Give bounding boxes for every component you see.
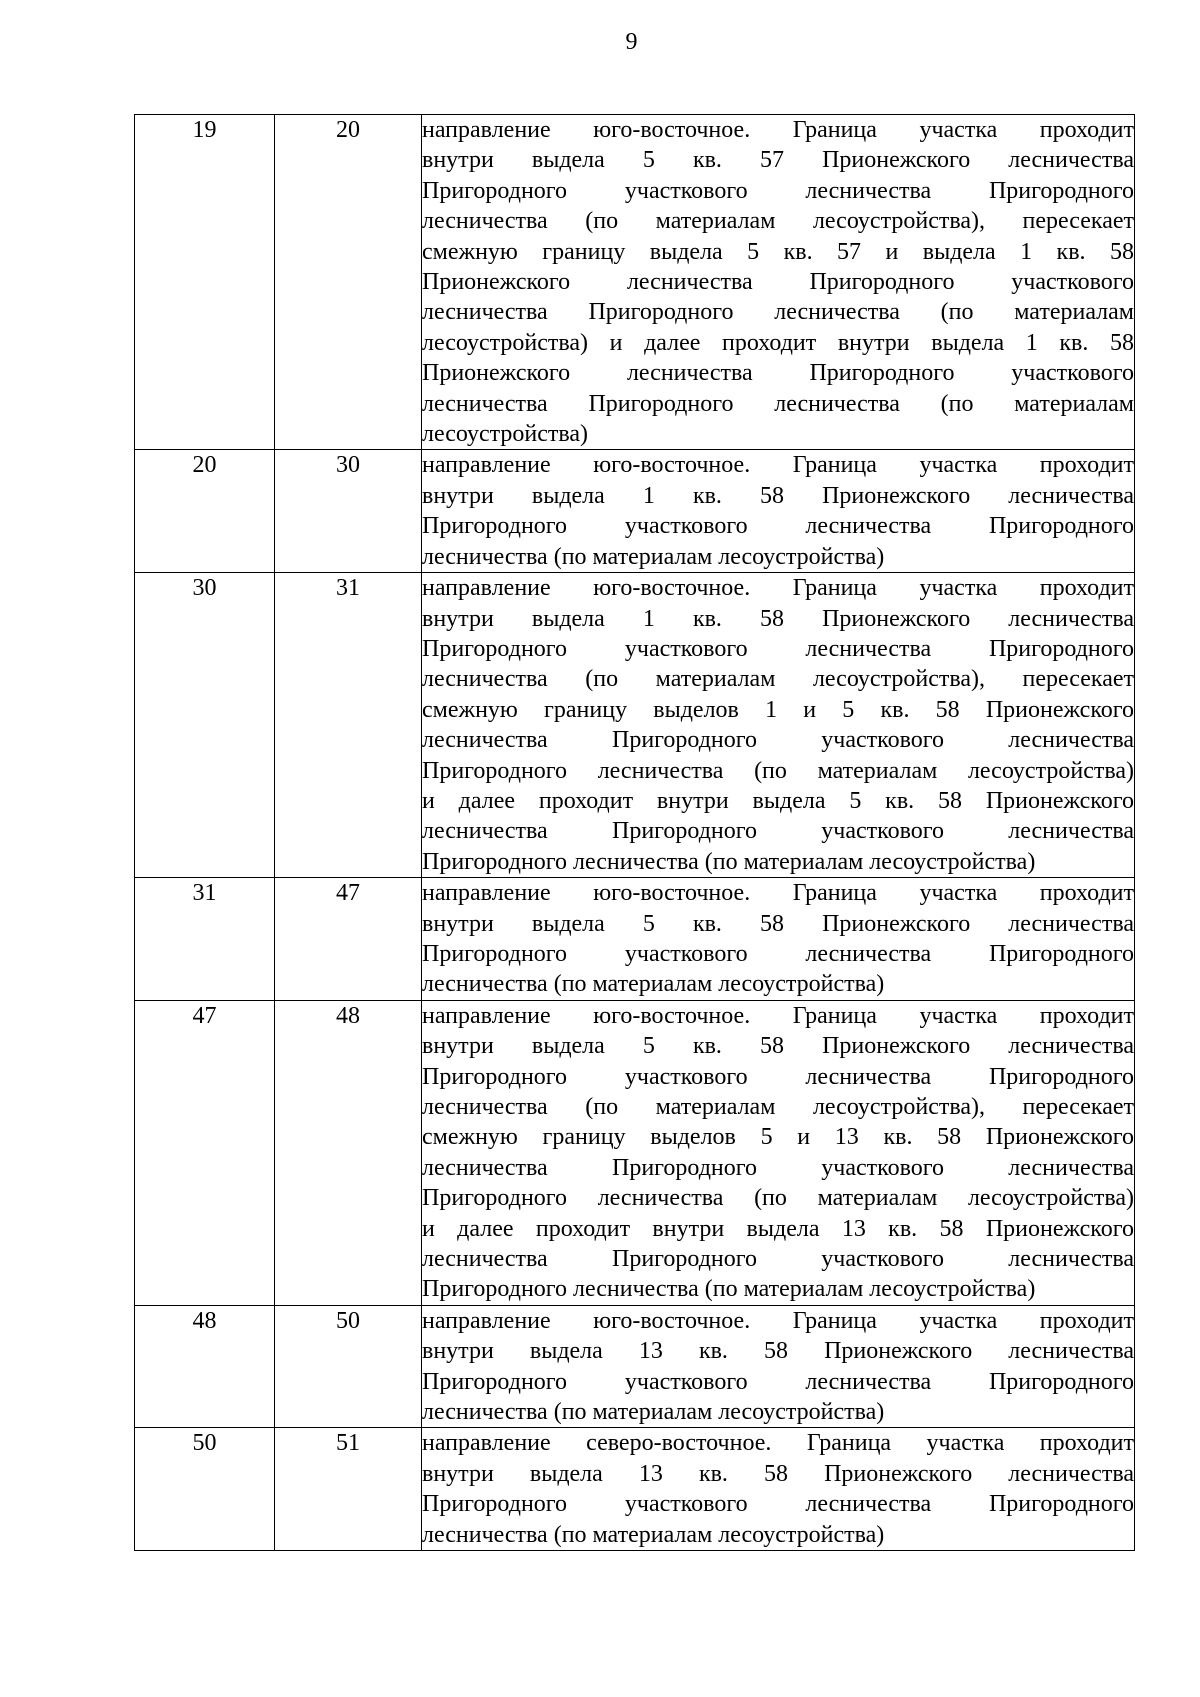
description-line: лесничества (по материалам лесоустройства), пересекает <box>422 666 1134 693</box>
point-to-cell: 31 <box>275 573 422 878</box>
point-to-cell: 47 <box>275 878 422 1001</box>
description-line: Пригородного участкового лесничества Пригородного <box>422 1491 1134 1518</box>
description-line: Пригородного лесничества (по материалам лесоустройства) <box>422 1185 1134 1212</box>
description-line: лесничества (по материалам лесоустройства), пересекает <box>422 1094 1134 1120</box>
description-line: внутри выдела 1 кв. 58 Прионежского лесничества <box>422 482 1134 509</box>
description-line: внутри выдела 1 кв. 58 Прионежского лесничества <box>422 605 1134 632</box>
point-from-cell: 48 <box>135 1305 275 1428</box>
point-to-cell: 48 <box>275 1000 422 1305</box>
description-line: внутри выдела 5 кв. 58 Прионежского лесничества <box>422 910 1134 937</box>
point-to-cell: 20 <box>275 115 422 450</box>
description-line: направление северо-восточное. Граница участка проходит <box>422 1430 1134 1457</box>
description-line: Пригородного лесничества (по материалам лесоустройства) <box>422 1276 1036 1303</box>
point-to-cell: 51 <box>275 1428 422 1551</box>
point-from-cell: 50 <box>135 1428 275 1551</box>
description-line: смежную границу выдела 5 кв. 57 и выдела 1 кв. 58 <box>422 238 1134 265</box>
description-line: и далее проходит внутри выдела 13 кв. 58 Прионежского <box>422 1215 1134 1242</box>
description-line: направление юго-восточное. Граница участка проходит <box>422 575 1134 602</box>
description-cell <box>422 1428 1135 1551</box>
description-cell <box>422 450 1135 573</box>
boundary-table <box>134 114 1135 1551</box>
point-from-cell: 47 <box>135 1000 275 1305</box>
point-from-cell: 19 <box>135 115 275 450</box>
description-line: направление юго-восточное. Граница участка проходит <box>422 452 1134 479</box>
description-line: лесничества Пригородного участкового лесничества <box>422 1246 1134 1273</box>
description-cell <box>422 1305 1135 1428</box>
description-line: лесничества (по материалам лесоустройства) <box>422 971 885 998</box>
table-row <box>135 878 1135 1001</box>
description-line: Прионежского лесничества Пригородного участкового <box>422 269 1134 296</box>
table-body <box>135 115 1135 1551</box>
description-cell <box>422 1000 1135 1305</box>
description-line: лесничества Пригородного участкового лесничества <box>422 1154 1134 1181</box>
description-line: Пригородного лесничества (по материалам лесоустройства) <box>422 757 1134 784</box>
description-line: лесничества Пригородного участкового лесничества <box>422 818 1134 845</box>
description-line: Пригородного участкового лесничества Пригородного <box>422 635 1134 662</box>
description-line: и далее проходит внутри выдела 5 кв. 58 Прионежского <box>422 787 1134 814</box>
description-line: лесоустройства) и далее проходит внутри выдела 1 кв. 58 <box>422 329 1134 356</box>
description-cell <box>422 878 1135 1001</box>
description-line: направление юго-восточное. Граница участка проходит <box>422 1002 1134 1029</box>
description-line: Прионежского лесничества Пригородного участкового <box>422 360 1134 387</box>
table-row <box>135 115 1135 450</box>
description-line: внутри выдела 5 кв. 57 Прионежского лесничества <box>422 147 1134 174</box>
description-line: Пригородного участкового лесничества Пригородного <box>422 513 1134 540</box>
table-row <box>135 1000 1135 1305</box>
page-number: 9 <box>625 29 638 55</box>
description-line: Пригородного участкового лесничества Пригородного <box>422 177 1134 204</box>
description-line: смежную границу выделов 1 и 5 кв. 58 Прионежского <box>422 696 1134 723</box>
description-line: лесничества Пригородного участкового лесничества <box>422 727 1134 754</box>
description-line: направление юго-восточное. Граница участка проходит <box>422 117 1134 143</box>
description-line: Пригородного участкового лесничества Пригородного <box>422 940 1134 967</box>
description-cell <box>422 573 1135 878</box>
point-from-cell: 20 <box>135 450 275 573</box>
description-line: внутри выдела 5 кв. 58 Прионежского лесничества <box>422 1033 1134 1060</box>
description-line: смежную границу выделов 5 и 13 кв. 58 Прионежского <box>422 1124 1134 1151</box>
description-line: направление юго-восточное. Граница участка проходит <box>422 880 1134 907</box>
description-line: лесничества (по материалам лесоустройства) <box>422 1399 885 1426</box>
point-from-cell: 30 <box>135 573 275 878</box>
table-row <box>135 450 1135 573</box>
description-cell <box>422 115 1135 450</box>
description-line: Пригородного участкового лесничества Пригородного <box>422 1368 1134 1395</box>
description-line: направление юго-восточное. Граница участка проходит <box>422 1307 1134 1334</box>
description-line: Пригородного лесничества (по материалам лесоустройства) <box>422 848 1036 875</box>
description-line: лесничества Пригородного лесничества (по материалам <box>422 299 1134 326</box>
point-to-cell: 50 <box>275 1305 422 1428</box>
point-to-cell: 30 <box>275 450 422 573</box>
description-line: лесничества (по материалам лесоустройства) <box>422 1521 885 1548</box>
table-row <box>135 1305 1135 1428</box>
description-line: Пригородного участкового лесничества Пригородного <box>422 1063 1134 1090</box>
table-row <box>135 1428 1135 1551</box>
description-line: внутри выдела 13 кв. 58 Прионежского лесничества <box>422 1460 1134 1487</box>
description-line: лесничества (по материалам лесоустройства) <box>422 543 885 570</box>
description-line: лесоустройства) <box>422 421 589 448</box>
table-row <box>135 573 1135 878</box>
description-line: внутри выдела 13 кв. 58 Прионежского лесничества <box>422 1338 1134 1365</box>
point-from-cell: 31 <box>135 878 275 1001</box>
description-line: лесничества (по материалам лесоустройства), пересекает <box>422 208 1134 235</box>
description-line: лесничества Пригородного лесничества (по материалам <box>422 390 1134 417</box>
